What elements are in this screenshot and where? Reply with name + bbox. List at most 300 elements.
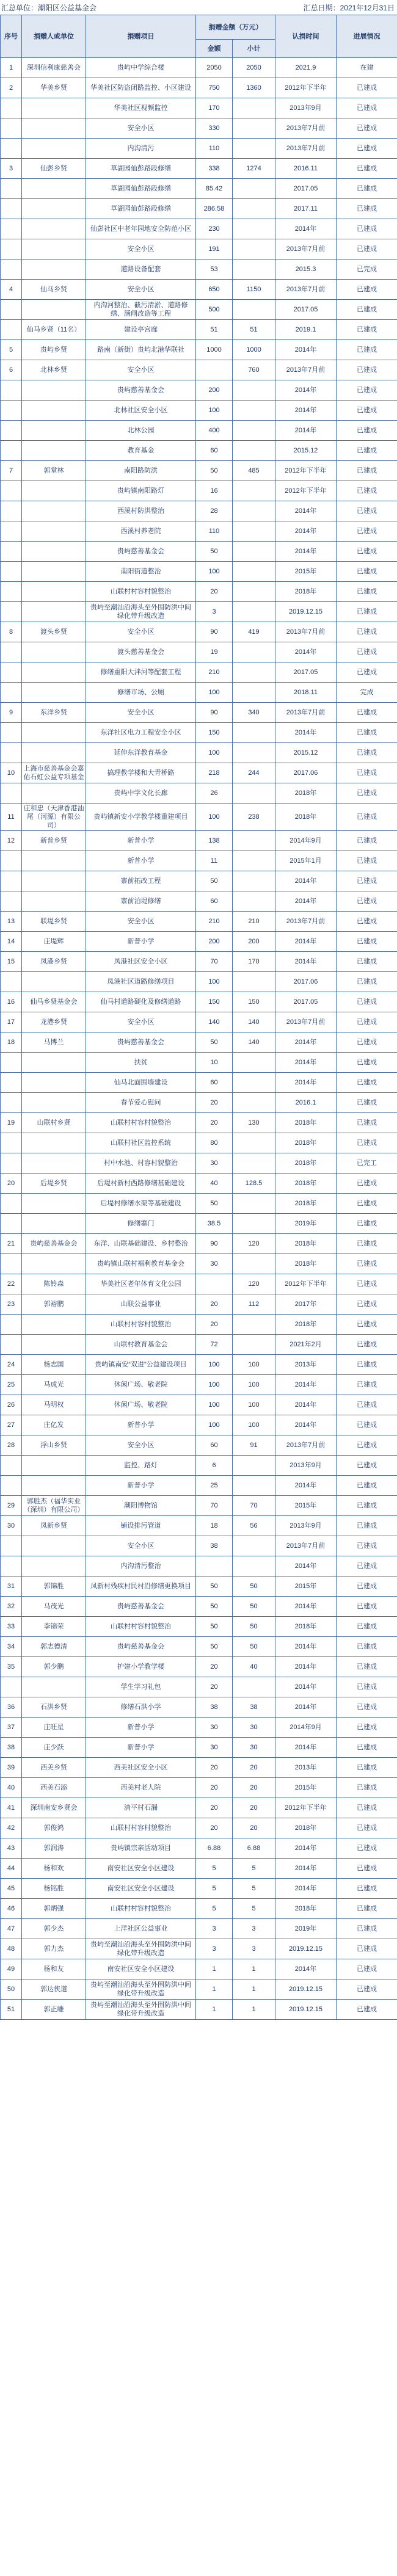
cell-amount: 50 (196, 871, 233, 891)
cell-seq (1, 1153, 22, 1174)
table-row (1, 1879, 397, 1899)
cell-subtotal (233, 199, 275, 219)
cell-amount: 1 (196, 2000, 233, 2020)
cell-amount: 28 (196, 501, 233, 521)
cell-project: 凤港社区道路修缮项目 (86, 972, 196, 992)
cell-amount: 53 (196, 259, 233, 280)
cell-status: 已建成 (337, 1758, 397, 1778)
cell-subtotal (233, 1456, 275, 1476)
cell-amount: 20 (196, 1294, 233, 1315)
cell-amount: 338 (196, 159, 233, 179)
cell-project: 新普小学 (86, 1415, 196, 1435)
cell-seq: 21 (1, 1234, 22, 1254)
table-row (1, 1939, 397, 1959)
cell-status: 已建成 (337, 602, 397, 622)
cell-time: 2015.3 (275, 259, 337, 280)
col-subtotal: 小计 (233, 40, 275, 58)
table-row (1, 1778, 397, 1798)
cell-amount: 10 (196, 1053, 233, 1073)
cell-seq (1, 743, 22, 763)
cell-project: 新普小学 (86, 1476, 196, 1496)
cell-time: 2014年 (275, 1637, 337, 1657)
cell-time: 2014年9月 (275, 831, 337, 851)
cell-amount: 230 (196, 219, 233, 239)
cell-amount: 16 (196, 481, 233, 501)
table-row (1, 1435, 397, 1456)
cell-subtotal: 419 (233, 622, 275, 642)
cell-time: 2016.1 (275, 1093, 337, 1113)
cell-time: 2017.05 (275, 992, 337, 1012)
cell-time: 2015年1月 (275, 851, 337, 871)
cell-amount: 100 (196, 683, 233, 703)
table-row (1, 461, 397, 481)
cell-donor: 新普乡贤 (22, 831, 86, 851)
cell-project: 贵屿至潮汕沿海头至外围防洪中间绿化带升级改造 (86, 1979, 196, 2000)
cell-status: 已完成 (337, 259, 397, 280)
cell-amount: 30 (196, 1254, 233, 1274)
cell-amount: 218 (196, 763, 233, 783)
cell-project: 后堤村修缮水渠等基础建设 (86, 1194, 196, 1214)
cell-status: 已建成 (337, 1657, 397, 1677)
cell-status: 已建成 (337, 1697, 397, 1718)
cell-seq (1, 199, 22, 219)
table-row (1, 401, 397, 421)
cell-donor (22, 871, 86, 891)
cell-subtotal (233, 1153, 275, 1174)
cell-status: 已建成 (337, 300, 397, 320)
cell-time: 2014年 (275, 521, 337, 542)
cell-time: 2013年7月前 (275, 703, 337, 723)
table-row (1, 1375, 397, 1395)
cell-project: 建设亭宫廊 (86, 320, 196, 340)
cell-donor (22, 521, 86, 542)
cell-time: 2017.06 (275, 763, 337, 783)
cell-status: 已建成 (337, 972, 397, 992)
cell-status: 已建成 (337, 703, 397, 723)
cell-subtotal: 244 (233, 763, 275, 783)
cell-amount: 150 (196, 723, 233, 743)
cell-seq: 14 (1, 932, 22, 952)
cell-status: 已建成 (337, 441, 397, 461)
cell-amount: 138 (196, 831, 233, 851)
cell-seq (1, 118, 22, 139)
cell-project: 仙马北面围墙建设 (86, 1073, 196, 1093)
cell-project: 贵屿至潮汕沿海头至外围防洪中间绿化带升级改造 (86, 2000, 196, 2020)
cell-amount: 1 (196, 1979, 233, 2000)
cell-seq: 19 (1, 1113, 22, 1133)
cell-amount: 100 (196, 743, 233, 763)
cell-donor (22, 139, 86, 159)
cell-status: 已建成 (337, 1516, 397, 1536)
cell-subtotal (233, 98, 275, 118)
cell-amount: 650 (196, 280, 233, 300)
cell-subtotal (233, 851, 275, 871)
cell-amount: 100 (196, 972, 233, 992)
col-amount-group: 捐赠金额（万元） (196, 15, 275, 40)
cell-project: 安全小区 (86, 912, 196, 932)
cell-subtotal: 50 (233, 1617, 275, 1637)
cell-time: 2013年 (275, 1355, 337, 1375)
cell-time: 2019.12.15 (275, 2000, 337, 2020)
cell-status: 已建成 (337, 98, 397, 118)
table-row (1, 1576, 397, 1597)
cell-amount: 330 (196, 118, 233, 139)
cell-subtotal: 340 (233, 703, 275, 723)
table-row (1, 1315, 397, 1335)
cell-seq: 51 (1, 2000, 22, 2020)
cell-status: 已建成 (337, 642, 397, 662)
table-row (1, 1617, 397, 1637)
table-row (1, 481, 397, 501)
cell-status: 已建成 (337, 1677, 397, 1697)
cell-subtotal: 1360 (233, 78, 275, 98)
cell-amount: 100 (196, 1415, 233, 1435)
cell-status: 已建成 (337, 401, 397, 421)
cell-time: 2014年 (275, 1597, 337, 1617)
cell-amount: 50 (196, 542, 233, 562)
cell-donor (22, 179, 86, 199)
cell-time: 2014年 (275, 1879, 337, 1899)
cell-seq (1, 972, 22, 992)
cell-donor (22, 743, 86, 763)
cell-donor: 东洋乡贤 (22, 703, 86, 723)
cell-project: 山联公益事业 (86, 1294, 196, 1315)
cell-seq: 38 (1, 1738, 22, 1758)
cell-subtotal (233, 783, 275, 804)
cell-seq (1, 1093, 22, 1113)
cell-amount: 50 (196, 1597, 233, 1617)
cell-amount: 20 (196, 582, 233, 602)
cell-subtotal (233, 831, 275, 851)
cell-amount: 90 (196, 622, 233, 642)
cell-subtotal: 6.88 (233, 1838, 275, 1859)
cell-project: 山联村社区监控系统 (86, 1133, 196, 1153)
cell-amount: 6 (196, 1456, 233, 1476)
cell-subtotal (233, 683, 275, 703)
table-row (1, 1073, 397, 1093)
cell-time: 2013年7月前 (275, 1536, 337, 1556)
cell-donor (22, 1556, 86, 1576)
table-row (1, 1415, 397, 1435)
cell-donor: 郭力杰 (22, 1939, 86, 1959)
cell-time: 2014年 (275, 1476, 337, 1496)
cell-time: 2014年 (275, 219, 337, 239)
cell-status: 已建成 (337, 831, 397, 851)
table-row (1, 1133, 397, 1153)
cell-time: 2014年 (275, 1959, 337, 1979)
cell-time: 2013年7月前 (275, 1435, 337, 1456)
cell-amount: 38 (196, 1697, 233, 1718)
cell-status: 已建成 (337, 280, 397, 300)
cell-amount: 20 (196, 1113, 233, 1133)
cell-seq (1, 1556, 22, 1576)
cell-project: 清平村石漏 (86, 1798, 196, 1818)
cell-amount: 80 (196, 1133, 233, 1153)
cell-subtotal (233, 239, 275, 259)
cell-seq (1, 401, 22, 421)
cell-project: 北林社区安全小区 (86, 401, 196, 421)
cell-seq (1, 1214, 22, 1234)
cell-donor (22, 602, 86, 622)
cell-time: 2019年 (275, 1214, 337, 1234)
table-row (1, 1979, 397, 2000)
cell-project: 教育基金 (86, 441, 196, 461)
cell-amount: 60 (196, 891, 233, 912)
cell-seq: 41 (1, 1798, 22, 1818)
cell-seq (1, 239, 22, 259)
cell-status: 已建成 (337, 1637, 397, 1657)
cell-subtotal (233, 1536, 275, 1556)
cell-amount: 500 (196, 300, 233, 320)
cell-status: 已建成 (337, 743, 397, 763)
cell-amount: 38 (196, 1536, 233, 1556)
cell-donor: 陈铃森 (22, 1274, 86, 1294)
cell-status: 已建成 (337, 1415, 397, 1435)
cell-subtotal (233, 871, 275, 891)
cell-project: 学生学习礼包 (86, 1677, 196, 1697)
col-donor: 捐赠人或单位 (22, 15, 86, 58)
cell-subtotal: 100 (233, 1375, 275, 1395)
table-row (1, 1899, 397, 1919)
cell-project: 铺设排污管道 (86, 1516, 196, 1536)
cell-donor: 山联村乡贤 (22, 1113, 86, 1133)
cell-time: 2014年 (275, 380, 337, 401)
table-row (1, 259, 397, 280)
cell-status: 已建成 (337, 1073, 397, 1093)
cell-subtotal: 1 (233, 1979, 275, 2000)
cell-donor (22, 219, 86, 239)
cell-project: 贵屿慈善基金会 (86, 380, 196, 401)
cell-project: 华美社区视频监控 (86, 98, 196, 118)
cell-project: 贵屿慈善基金会 (86, 1597, 196, 1617)
cell-project: 贵屿中学文化长廊 (86, 783, 196, 804)
cell-time: 2017年 (275, 1294, 337, 1315)
cell-donor (22, 239, 86, 259)
cell-status: 已建成 (337, 1859, 397, 1879)
cell-seq (1, 1335, 22, 1355)
cell-time: 2017.06 (275, 972, 337, 992)
table-row (1, 380, 397, 401)
table-row (1, 1657, 397, 1677)
cell-donor: 马成光 (22, 1375, 86, 1395)
cell-time: 2016.11 (275, 159, 337, 179)
table-row (1, 1113, 397, 1133)
cell-donor: 郭达侠道 (22, 1979, 86, 2000)
cell-project: 贵屿镇新安小学教学楼重建项目 (86, 804, 196, 831)
cell-time: 2014年 (275, 1859, 337, 1879)
cell-project: 寨前泊堤修缮 (86, 891, 196, 912)
table-row (1, 340, 397, 360)
cell-project: 北林公园 (86, 421, 196, 441)
cell-status: 在建 (337, 58, 397, 78)
cell-seq: 24 (1, 1355, 22, 1375)
cell-status: 已建成 (337, 622, 397, 642)
cell-status: 已建成 (337, 1254, 397, 1274)
cell-amount: 110 (196, 139, 233, 159)
cell-time: 2015年 (275, 562, 337, 582)
cell-time: 2012年下半年 (275, 461, 337, 481)
table-row (1, 58, 397, 78)
cell-seq: 37 (1, 1718, 22, 1738)
cell-amount: 30 (196, 1738, 233, 1758)
cell-seq (1, 562, 22, 582)
cell-time: 2014年 (275, 340, 337, 360)
cell-donor: 郭炳强 (22, 1899, 86, 1919)
cell-status: 已建成 (337, 1335, 397, 1355)
cell-donor: 仙马乡贤 (22, 280, 86, 300)
cell-time: 2017.05 (275, 300, 337, 320)
cell-project: 安全小区 (86, 1536, 196, 1556)
cell-amount: 20 (196, 1657, 233, 1677)
table-row (1, 1274, 397, 1294)
cell-status: 已建成 (337, 1355, 397, 1375)
cell-amount: 3 (196, 1919, 233, 1939)
cell-status: 已建成 (337, 851, 397, 871)
cell-status: 已建成 (337, 1576, 397, 1597)
cell-seq: 16 (1, 992, 22, 1012)
cell-seq: 29 (1, 1496, 22, 1516)
cell-time: 2014年 (275, 1738, 337, 1758)
cell-seq: 17 (1, 1012, 22, 1032)
table-row (1, 723, 397, 743)
cell-subtotal (233, 1214, 275, 1234)
cell-status: 已建成 (337, 1093, 397, 1113)
cell-seq (1, 1073, 22, 1093)
cell-seq: 26 (1, 1395, 22, 1415)
cell-donor (22, 1153, 86, 1174)
cell-project: 上洋社区公益事业 (86, 1919, 196, 1939)
cell-subtotal: 200 (233, 932, 275, 952)
cell-status: 已建成 (337, 1959, 397, 1979)
cell-time: 2018年 (275, 1818, 337, 1838)
cell-time: 2015.12 (275, 441, 337, 461)
table-row (1, 912, 397, 932)
table-row (1, 622, 397, 642)
table-row (1, 831, 397, 851)
cell-amount: 100 (196, 804, 233, 831)
cell-project: 内沟清污整治 (86, 1556, 196, 1576)
cell-donor: 郭胜杰（福华实业（深圳）有限公司） (22, 1496, 86, 1516)
cell-seq (1, 481, 22, 501)
cell-donor: 郭堂林 (22, 461, 86, 481)
cell-time: 2012年下半年 (275, 78, 337, 98)
cell-amount: 210 (196, 912, 233, 932)
cell-project: 后堤村新村西路修缮基础建设 (86, 1174, 196, 1194)
cell-amount: 110 (196, 521, 233, 542)
cell-subtotal: 3 (233, 1919, 275, 1939)
cell-seq: 40 (1, 1778, 22, 1798)
cell-seq: 45 (1, 1879, 22, 1899)
cell-time: 2014年 (275, 932, 337, 952)
cell-status: 已建成 (337, 199, 397, 219)
cell-time: 2018年 (275, 804, 337, 831)
cell-status: 已建成 (337, 1718, 397, 1738)
cell-amount: 90 (196, 1234, 233, 1254)
cell-seq: 8 (1, 622, 22, 642)
cell-time: 2018年 (275, 1174, 337, 1194)
cell-status: 已建成 (337, 1476, 397, 1496)
cell-amount: 750 (196, 78, 233, 98)
cell-seq (1, 642, 22, 662)
cell-amount: 70 (196, 952, 233, 972)
cell-time: 2019.12.15 (275, 1979, 337, 2000)
cell-donor: 仙彭乡贤 (22, 159, 86, 179)
cell-status: 已建成 (337, 501, 397, 521)
cell-subtotal (233, 1677, 275, 1697)
cell-project: 凤港社区安全小区 (86, 952, 196, 972)
table-row (1, 582, 397, 602)
cell-seq: 35 (1, 1657, 22, 1677)
cell-project: 新普小学 (86, 1738, 196, 1758)
cell-time: 2018年 (275, 1315, 337, 1335)
table-row (1, 871, 397, 891)
cell-status: 已建成 (337, 340, 397, 360)
cell-subtotal: 50 (233, 1576, 275, 1597)
cell-project: 贵屿镇山联村福利教育基金会 (86, 1254, 196, 1274)
cell-amount: 11 (196, 851, 233, 871)
cell-donor (22, 259, 86, 280)
cell-status: 已建成 (337, 1899, 397, 1919)
cell-status: 已建成 (337, 320, 397, 340)
table-row (1, 1012, 397, 1032)
cell-seq (1, 98, 22, 118)
cell-seq (1, 783, 22, 804)
cell-subtotal: 50 (233, 1637, 275, 1657)
cell-time: 2013年7月前 (275, 280, 337, 300)
cell-amount: 286.58 (196, 199, 233, 219)
cell-status: 已建成 (337, 1113, 397, 1133)
cell-subtotal: 210 (233, 912, 275, 932)
cell-time: 2014年 (275, 401, 337, 421)
table-row (1, 300, 397, 320)
cell-subtotal: 5 (233, 1859, 275, 1879)
cell-time: 2013年7月前 (275, 118, 337, 139)
cell-subtotal (233, 582, 275, 602)
cell-donor (22, 421, 86, 441)
cell-subtotal: 120 (233, 1274, 275, 1294)
cell-donor: 马茂光 (22, 1597, 86, 1617)
cell-seq: 50 (1, 1979, 22, 2000)
cell-seq (1, 871, 22, 891)
cell-amount: 50 (196, 1617, 233, 1637)
cell-amount: 20 (196, 1315, 233, 1335)
cell-donor (22, 1536, 86, 1556)
cell-subtotal (233, 441, 275, 461)
cell-time: 2018年 (275, 1899, 337, 1919)
cell-seq (1, 602, 22, 622)
cell-status: 已建成 (337, 1375, 397, 1395)
cell-donor (22, 481, 86, 501)
cell-amount: 6.88 (196, 1838, 233, 1859)
cell-seq (1, 1536, 22, 1556)
cell-donor (22, 1254, 86, 1274)
cell-status: 已建成 (337, 1395, 397, 1415)
cell-time: 2012年下半年 (275, 1274, 337, 1294)
cell-donor: 华美乡贤 (22, 78, 86, 98)
cell-project: 休闲广场、敬老院 (86, 1395, 196, 1415)
cell-status: 已建成 (337, 1617, 397, 1637)
cell-donor (22, 199, 86, 219)
cell-amount: 60 (196, 441, 233, 461)
cell-donor: 庄亿发 (22, 1415, 86, 1435)
cell-time: 2013年7月前 (275, 622, 337, 642)
table-row (1, 1818, 397, 1838)
cell-subtotal (233, 972, 275, 992)
cell-time: 2013年7月前 (275, 912, 337, 932)
cell-status: 已建成 (337, 1032, 397, 1053)
cell-time: 2013年7月前 (275, 139, 337, 159)
cell-status: 已建成 (337, 159, 397, 179)
